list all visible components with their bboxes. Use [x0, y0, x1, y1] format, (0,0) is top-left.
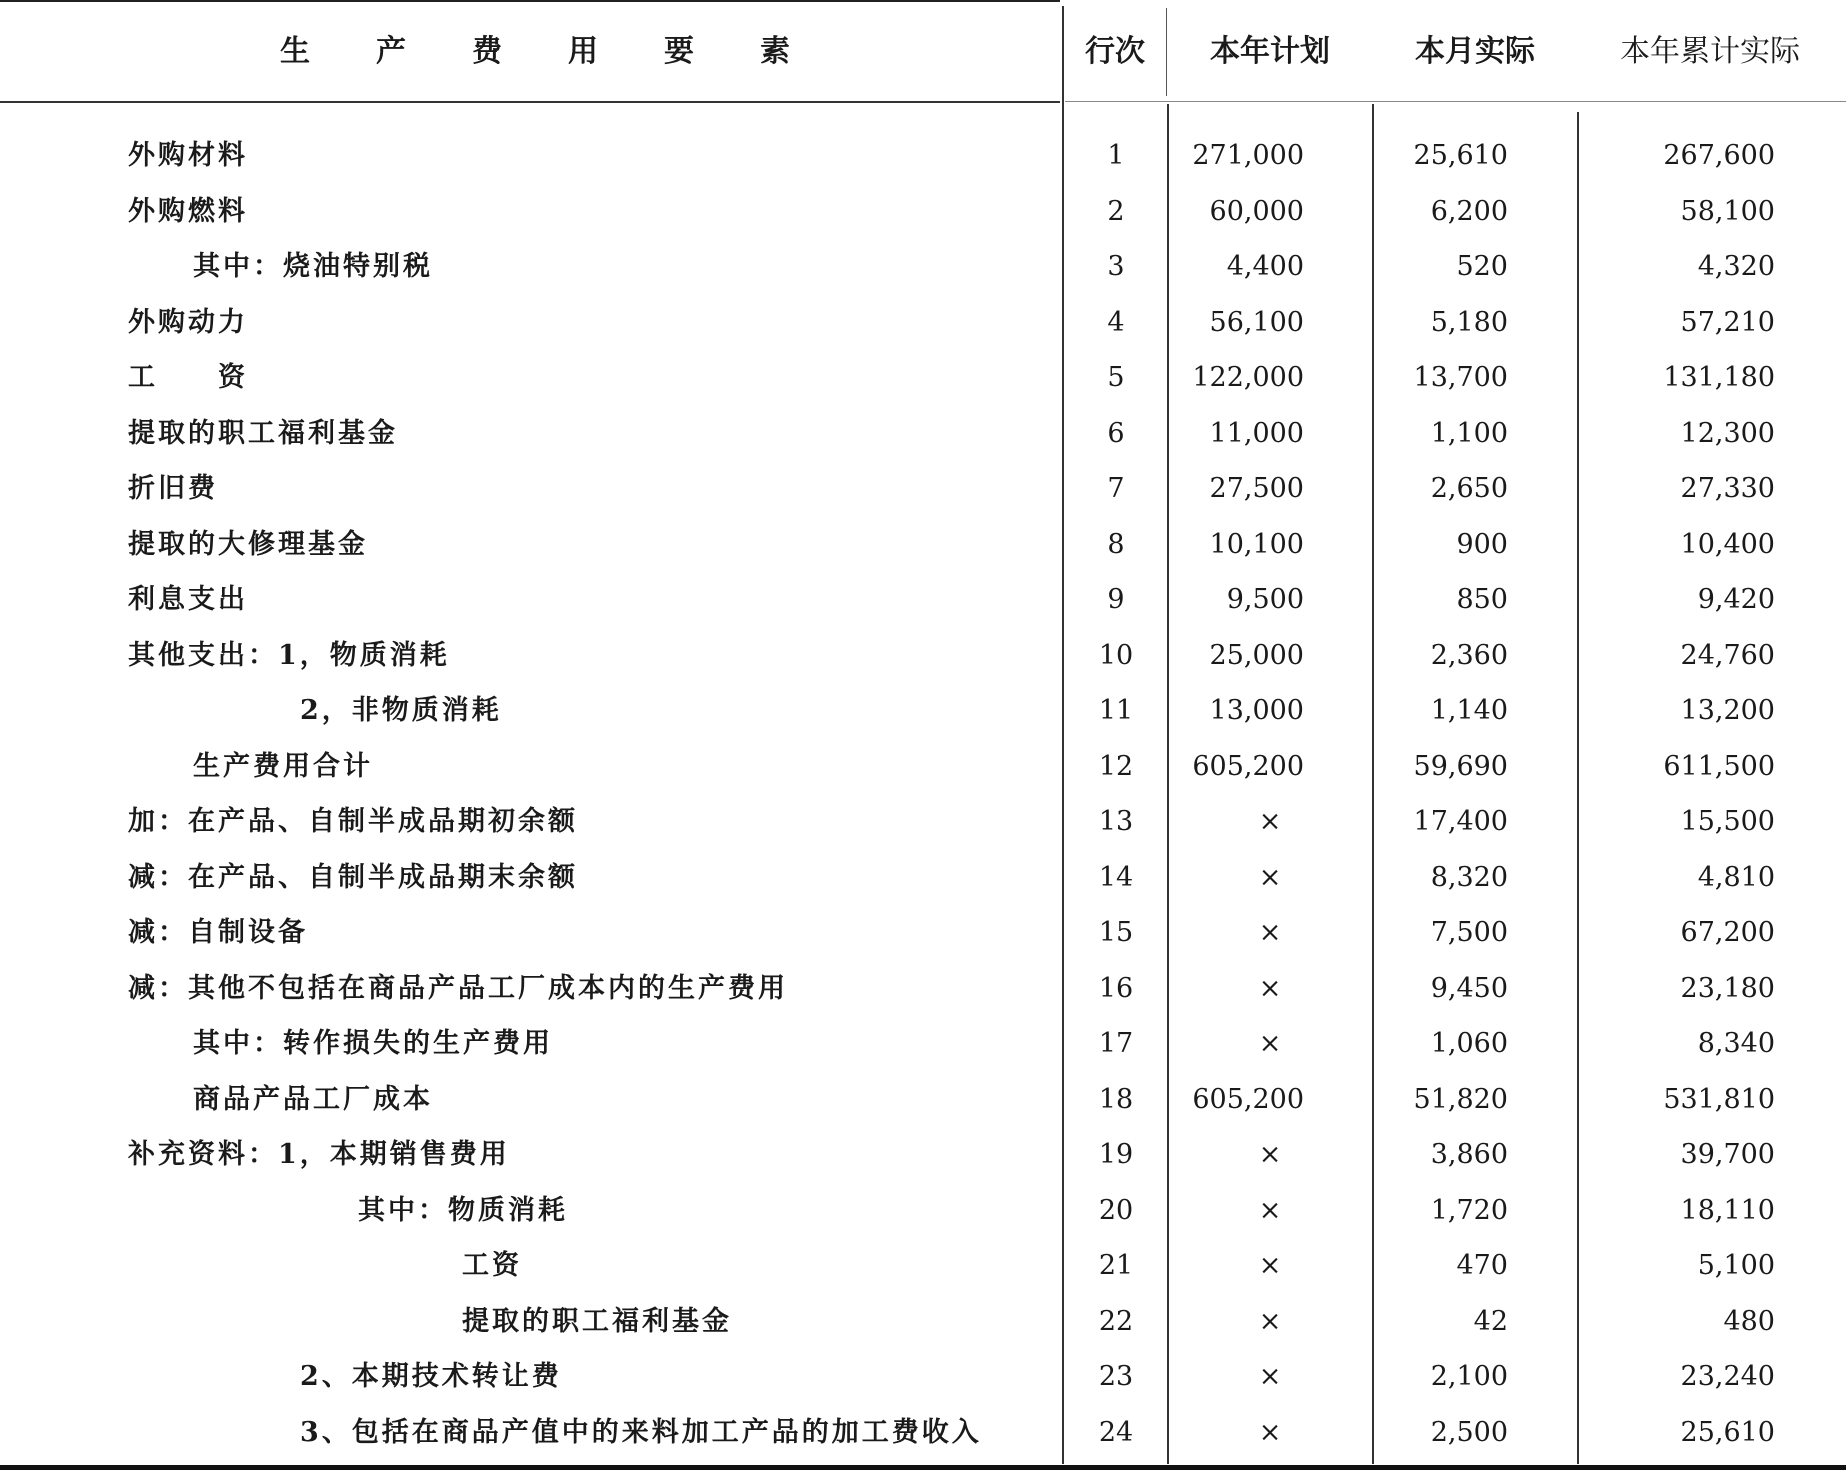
annual-plan-cell: 122,000 [1192, 362, 1304, 393]
cumulative-actual-cell: 8,340 [1697, 1028, 1775, 1059]
table-row [0, 1405, 1846, 1461]
table-row [0, 850, 1846, 906]
month-actual-cell: 2,500 [1430, 1416, 1508, 1448]
table-row [0, 1238, 1846, 1294]
header-item: 生产费用要素 [280, 34, 856, 69]
annual-plan-cell: × [1258, 1416, 1282, 1448]
month-actual-cell: 1,100 [1430, 417, 1508, 449]
annual-plan-cell: 10,100 [1209, 528, 1304, 560]
row-number: 18 [1098, 1083, 1134, 1115]
row-number: 2 [1107, 195, 1125, 227]
table-row [0, 572, 1846, 628]
annual-plan-cell: × [1258, 1305, 1282, 1337]
row-number: 11 [1098, 695, 1134, 726]
cumulative-actual-cell: 12,300 [1680, 417, 1775, 449]
row-number: 20 [1098, 1194, 1134, 1226]
table-row [0, 905, 1846, 961]
annual-plan-cell: 605,200 [1192, 1083, 1304, 1115]
row-number: 3 [1107, 251, 1125, 282]
annual-plan-cell: × [1258, 1139, 1282, 1170]
table-row [0, 184, 1846, 240]
month-actual-cell: 2,360 [1430, 639, 1508, 671]
row-item-label: 外购材料 [128, 140, 248, 171]
row-number: 1 [1107, 140, 1125, 171]
table-body [0, 128, 1846, 1460]
table-row [0, 683, 1846, 739]
month-actual-cell: 8,320 [1430, 861, 1508, 893]
row-item-label: 加：在产品、自制半成品期初余额 [128, 806, 578, 837]
row-number: 21 [1098, 1250, 1134, 1281]
cumulative-actual-cell: 9,420 [1697, 584, 1775, 615]
table-row [0, 517, 1846, 573]
table-row [0, 1072, 1846, 1128]
month-actual-cell: 42 [1473, 1305, 1508, 1337]
row-item-label: 2，非物质消耗 [300, 695, 502, 726]
header-annual-plan: 本年计划 [1210, 34, 1330, 69]
annual-plan-cell: × [1258, 917, 1282, 948]
row-item-label: 减：其他不包括在商品产品工厂成本内的生产费用 [128, 972, 788, 1004]
cumulative-actual-cell: 24,760 [1680, 639, 1775, 671]
row-item-label: 其中：物质消耗 [358, 1194, 568, 1226]
annual-plan-cell: 271,000 [1192, 140, 1304, 171]
row-number: 5 [1107, 362, 1125, 393]
cumulative-actual-cell: 39,700 [1680, 1139, 1775, 1170]
cumulative-actual-cell: 5,100 [1697, 1250, 1775, 1281]
cumulative-actual-cell: 27,330 [1680, 473, 1775, 504]
table-row [0, 1294, 1846, 1350]
row-item-label: 外购燃料 [128, 195, 248, 227]
row-item-label: 其中：烧油特别税 [193, 251, 433, 282]
header-rule-right [1065, 101, 1846, 102]
annual-plan-cell: 9,500 [1226, 584, 1304, 615]
cumulative-actual-cell: 58,100 [1680, 195, 1775, 227]
month-actual-cell: 7,500 [1430, 917, 1508, 948]
row-number: 23 [1098, 1361, 1134, 1392]
cumulative-actual-cell: 25,610 [1680, 1416, 1775, 1448]
month-actual-cell: 2,100 [1430, 1361, 1508, 1392]
table-row [0, 128, 1846, 184]
row-number: 4 [1107, 306, 1125, 338]
row-number: 9 [1107, 584, 1125, 615]
table-row [0, 739, 1846, 795]
row-number: 24 [1098, 1416, 1134, 1448]
cumulative-actual-cell: 267,600 [1663, 140, 1775, 171]
row-number: 8 [1107, 528, 1125, 560]
table-row [0, 461, 1846, 517]
table-row [0, 794, 1846, 850]
row-item-label: 外购动力 [128, 306, 248, 338]
month-actual-cell: 3,860 [1430, 1139, 1508, 1170]
row-item-label: 2、本期技术转让费 [300, 1361, 562, 1392]
row-number: 7 [1107, 473, 1125, 504]
month-actual-cell: 850 [1456, 584, 1508, 615]
top-rule [0, 0, 1060, 2]
annual-plan-cell: × [1258, 861, 1282, 893]
row-item-label: 折旧费 [128, 473, 218, 504]
month-actual-cell: 13,700 [1413, 362, 1508, 393]
header-cumulative-actual: 本年累计实际 [1620, 34, 1800, 69]
cumulative-actual-cell: 4,810 [1697, 861, 1775, 893]
bottom-rule [0, 1465, 1846, 1470]
annual-plan-cell: × [1258, 972, 1282, 1004]
month-actual-cell: 470 [1456, 1250, 1508, 1281]
annual-plan-cell: 56,100 [1209, 306, 1304, 338]
month-actual-cell: 25,610 [1413, 140, 1508, 171]
cumulative-actual-cell: 480 [1723, 1305, 1775, 1337]
table-row [0, 628, 1846, 684]
annual-plan-cell: × [1258, 806, 1282, 837]
cumulative-actual-cell: 611,500 [1663, 750, 1775, 782]
month-actual-cell: 1,140 [1430, 695, 1508, 726]
header-month-actual: 本月实际 [1415, 34, 1535, 69]
header-rule [0, 101, 1060, 103]
annual-plan-cell: 27,500 [1209, 473, 1304, 504]
cumulative-actual-cell: 23,180 [1680, 972, 1775, 1004]
row-number: 12 [1098, 750, 1134, 782]
cumulative-actual-cell: 131,180 [1663, 362, 1775, 393]
table-row [0, 1183, 1846, 1239]
month-actual-cell: 2,650 [1430, 473, 1508, 504]
month-actual-cell: 51,820 [1413, 1083, 1508, 1115]
table-row [0, 1127, 1846, 1183]
table-row [0, 295, 1846, 351]
table-row [0, 961, 1846, 1017]
row-item-label: 减：在产品、自制半成品期末余额 [128, 861, 578, 893]
annual-plan-cell: × [1258, 1361, 1282, 1392]
row-number: 22 [1098, 1305, 1134, 1337]
cumulative-actual-cell: 531,810 [1663, 1083, 1775, 1115]
row-item-label: 提取的职工福利基金 [128, 417, 398, 449]
cumulative-actual-cell: 4,320 [1697, 251, 1775, 282]
table-row [0, 239, 1846, 295]
month-actual-cell: 6,200 [1430, 195, 1508, 227]
month-actual-cell: 520 [1456, 251, 1508, 282]
annual-plan-cell: 605,200 [1192, 750, 1304, 782]
row-item-label: 补充资料：1，本期销售费用 [128, 1139, 510, 1170]
row-number: 19 [1098, 1139, 1134, 1170]
cumulative-actual-cell: 23,240 [1680, 1361, 1775, 1392]
row-item-label: 减：自制设备 [128, 917, 308, 948]
annual-plan-cell: × [1258, 1194, 1282, 1226]
cumulative-actual-cell: 67,200 [1680, 917, 1775, 948]
row-item-label: 工 资 [128, 362, 248, 393]
cumulative-actual-cell: 18,110 [1680, 1194, 1775, 1226]
row-number: 14 [1098, 861, 1134, 893]
month-actual-cell: 900 [1456, 528, 1508, 560]
cumulative-actual-cell: 13,200 [1680, 695, 1775, 726]
annual-plan-cell: × [1258, 1028, 1282, 1059]
row-number: 17 [1098, 1028, 1134, 1059]
table-row [0, 1349, 1846, 1405]
month-actual-cell: 1,060 [1430, 1028, 1508, 1059]
month-actual-cell: 1,720 [1430, 1194, 1508, 1226]
row-item-label: 其他支出：1，物质消耗 [128, 639, 450, 671]
row-number: 15 [1098, 917, 1134, 948]
header-row-no: 行次 [1085, 34, 1145, 69]
row-number: 6 [1107, 417, 1125, 449]
annual-plan-cell: 11,000 [1209, 417, 1304, 449]
row-item-label: 利息支出 [128, 584, 248, 615]
row-item-label: 3、包括在商品产值中的来料加工产品的加工费收入 [300, 1416, 982, 1448]
row-item-label: 生产费用合计 [193, 750, 373, 782]
table-row [0, 406, 1846, 462]
month-actual-cell: 17,400 [1413, 806, 1508, 837]
annual-plan-cell: 60,000 [1209, 195, 1304, 227]
row-item-label: 提取的大修理基金 [128, 528, 368, 560]
annual-plan-cell: 25,000 [1209, 639, 1304, 671]
column-divider-row-header [1166, 8, 1167, 96]
row-item-label: 提取的职工福利基金 [462, 1305, 732, 1337]
month-actual-cell: 5,180 [1430, 306, 1508, 338]
cumulative-actual-cell: 10,400 [1680, 528, 1775, 560]
row-number: 16 [1098, 972, 1134, 1004]
row-item-label: 商品产品工厂成本 [193, 1083, 433, 1115]
annual-plan-cell: × [1258, 1250, 1282, 1281]
row-number: 13 [1098, 806, 1134, 837]
table-row [0, 1016, 1846, 1072]
cumulative-actual-cell: 57,210 [1680, 306, 1775, 338]
annual-plan-cell: 4,400 [1226, 251, 1304, 282]
month-actual-cell: 9,450 [1430, 972, 1508, 1004]
row-item-label: 其中：转作损失的生产费用 [193, 1028, 553, 1059]
annual-plan-cell: 13,000 [1209, 695, 1304, 726]
cumulative-actual-cell: 15,500 [1680, 806, 1775, 837]
row-item-label: 工资 [462, 1250, 522, 1281]
month-actual-cell: 59,690 [1413, 750, 1508, 782]
row-number: 10 [1098, 639, 1134, 671]
table-row [0, 350, 1846, 406]
